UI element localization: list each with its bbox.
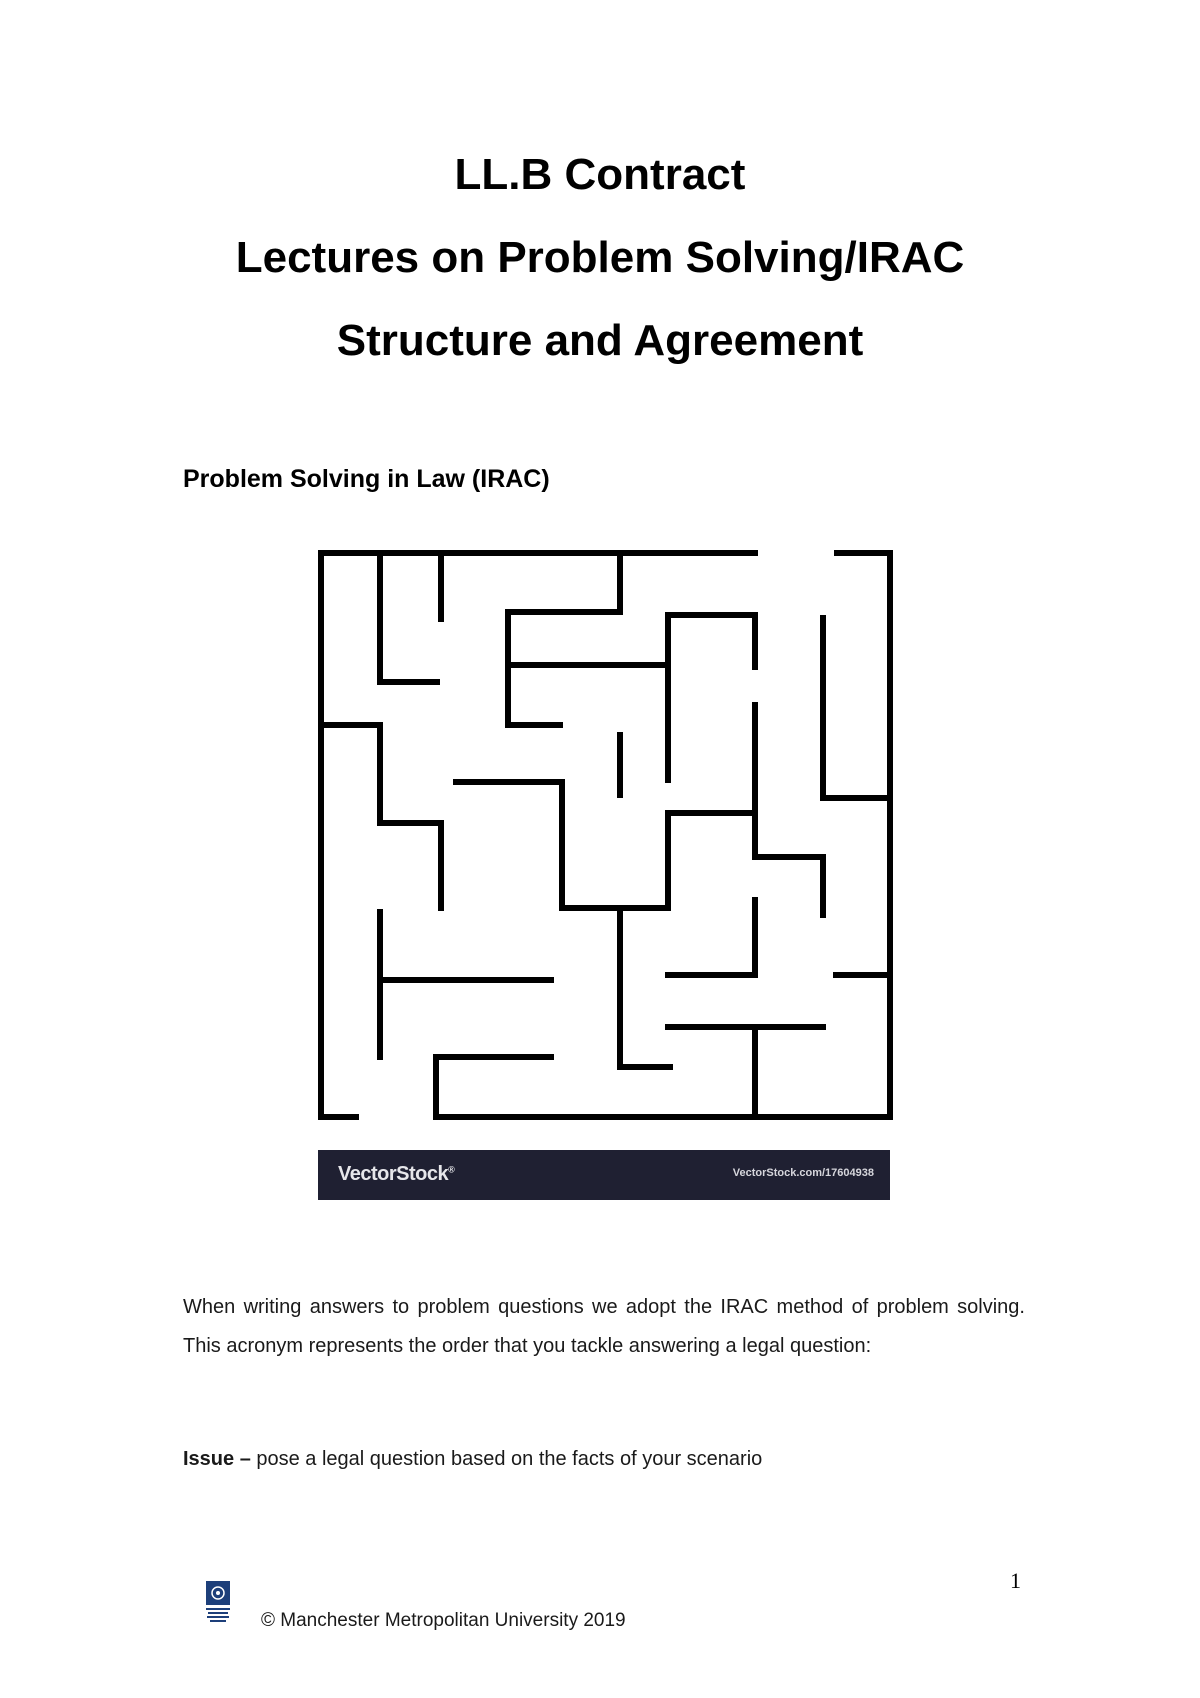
intro-paragraph: When writing answers to problem questions we adopt the IRAC method of problem solving. This acronym represents the order that you tackle answering a legal question: xyxy=(183,1296,1025,1357)
section-heading: Problem Solving in Law (IRAC) xyxy=(183,465,550,493)
document-title-line-1: LL.B Contract xyxy=(454,150,746,199)
copyright-notice: © Manchester Metropolitan University 2019 xyxy=(261,1610,626,1631)
issue-paragraph xyxy=(183,1440,1025,1479)
watermark-trademark: ® xyxy=(448,1164,455,1175)
watermark-url: VectorStock.com/17604938 xyxy=(732,1167,874,1179)
issue-term: Issue – xyxy=(183,1448,251,1470)
page-number: 1 xyxy=(1010,1568,1021,1593)
watermark-brand-name: VectorStock xyxy=(338,1163,449,1185)
issue-description: pose a legal question based on the facts of your scenario xyxy=(250,1448,763,1470)
document-title-line-2: Lectures on Problem Solving/IRAC xyxy=(235,233,965,282)
document-title-line-3: Structure and Agreement xyxy=(336,316,864,365)
university-crest-icon xyxy=(204,1580,232,1624)
maze-illustration xyxy=(318,550,893,1120)
watermark-banner xyxy=(318,1150,890,1200)
watermark-brand xyxy=(338,1163,454,1186)
